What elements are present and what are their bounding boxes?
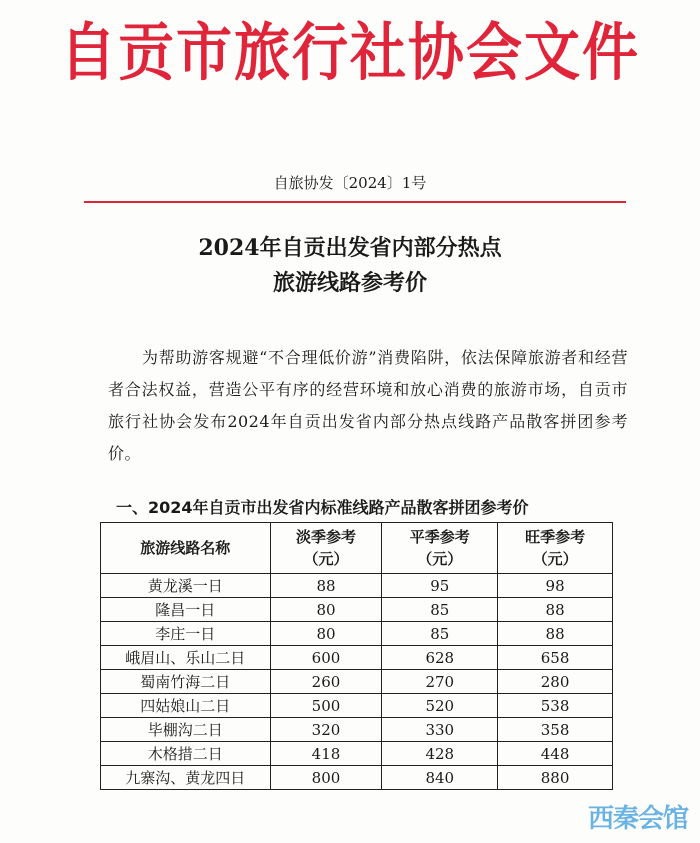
header-route-name: 旅游线路名称 [101,523,271,574]
low-season-price-cell: 500 [270,694,382,718]
low-season-price-cell: 260 [270,670,382,694]
table-row [101,718,613,742]
table-row [101,574,613,598]
peak-season-price-cell: 880 [498,766,613,790]
route-name-cell: 四姑娘山二日 [101,694,271,718]
table-row [101,646,613,670]
header-mid-season [382,523,498,574]
table-row [101,766,613,790]
route-name-cell: 峨眉山、乐山二日 [101,646,271,670]
route-name-cell: 九寨沟、黄龙四日 [101,766,271,790]
mid-season-price-cell: 85 [382,622,498,646]
route-name-cell: 蜀南竹海二日 [101,670,271,694]
low-season-price-cell: 418 [270,742,382,766]
peak-season-price-cell: 98 [498,574,613,598]
document-header-title: 自贡市旅行社协会文件 [60,17,640,90]
peak-season-price-cell: 88 [498,622,613,646]
low-season-price-cell: 80 [270,598,382,622]
peak-season-price-cell: 538 [498,694,613,718]
peak-season-price-cell: 280 [498,670,613,694]
low-season-price-cell: 600 [270,646,382,670]
intro-paragraph: 为帮助游客规避“不合理低价游”消费陷阱，依法保障旅游者和经营者合法权益，营造公平有序的经营环境和放心消费的旅游市场，自贡市旅行社协会发布2024年自贡出发省内部分热点线路产品散客拼团参考价。 [108,348,628,463]
low-season-price-cell: 88 [270,574,382,598]
peak-season-price-cell: 88 [498,598,613,622]
table-row [101,670,613,694]
mid-season-price-cell: 428 [382,742,498,766]
table-row [101,694,613,718]
mid-season-price-cell: 270 [382,670,498,694]
mid-season-price-cell: 520 [382,694,498,718]
peak-season-price-cell: 658 [498,646,613,670]
low-season-price-cell: 320 [270,718,382,742]
route-name-cell: 毕棚沟二日 [101,718,271,742]
header-peak-season-label: 旺季参考 （元） [525,528,586,568]
price-table [100,522,613,790]
route-name-cell: 隆昌一日 [101,598,271,622]
header-low-season-label: 淡季参考 （元） [295,528,356,568]
route-name-cell: 李庄一日 [101,622,271,646]
low-season-price-cell: 80 [270,622,382,646]
header-low-season [270,523,382,574]
route-name-cell: 黄龙溪一日 [101,574,271,598]
table-row [101,622,613,646]
low-season-price-cell: 800 [270,766,382,790]
peak-season-price-cell: 448 [498,742,613,766]
peak-season-price-cell: 358 [498,718,613,742]
route-name-cell: 木格措二日 [101,742,271,766]
mid-season-price-cell: 95 [382,574,498,598]
document-title-line2: 旅游线路参考价 [272,270,427,296]
header-peak-season [498,523,613,574]
document-title-line1: 2024年自贡出发省内部分热点 [198,235,502,261]
table-row [101,598,613,622]
header-divider [84,201,626,203]
mid-season-price-cell: 628 [382,646,498,670]
section-heading: 一、2024年自贡市出发省内标准线路产品散客拼团参考价 [116,498,529,517]
table-row [101,742,613,766]
mid-season-price-cell: 85 [382,598,498,622]
header-mid-season-label: 平季参考 （元） [409,528,470,568]
document-number: 自旅协发〔2024〕1号 [273,174,427,192]
table-body [101,574,613,790]
table-header-row [101,523,613,574]
mid-season-price-cell: 330 [382,718,498,742]
watermark-logo: 西秦会馆 [587,804,688,834]
mid-season-price-cell: 840 [382,766,498,790]
